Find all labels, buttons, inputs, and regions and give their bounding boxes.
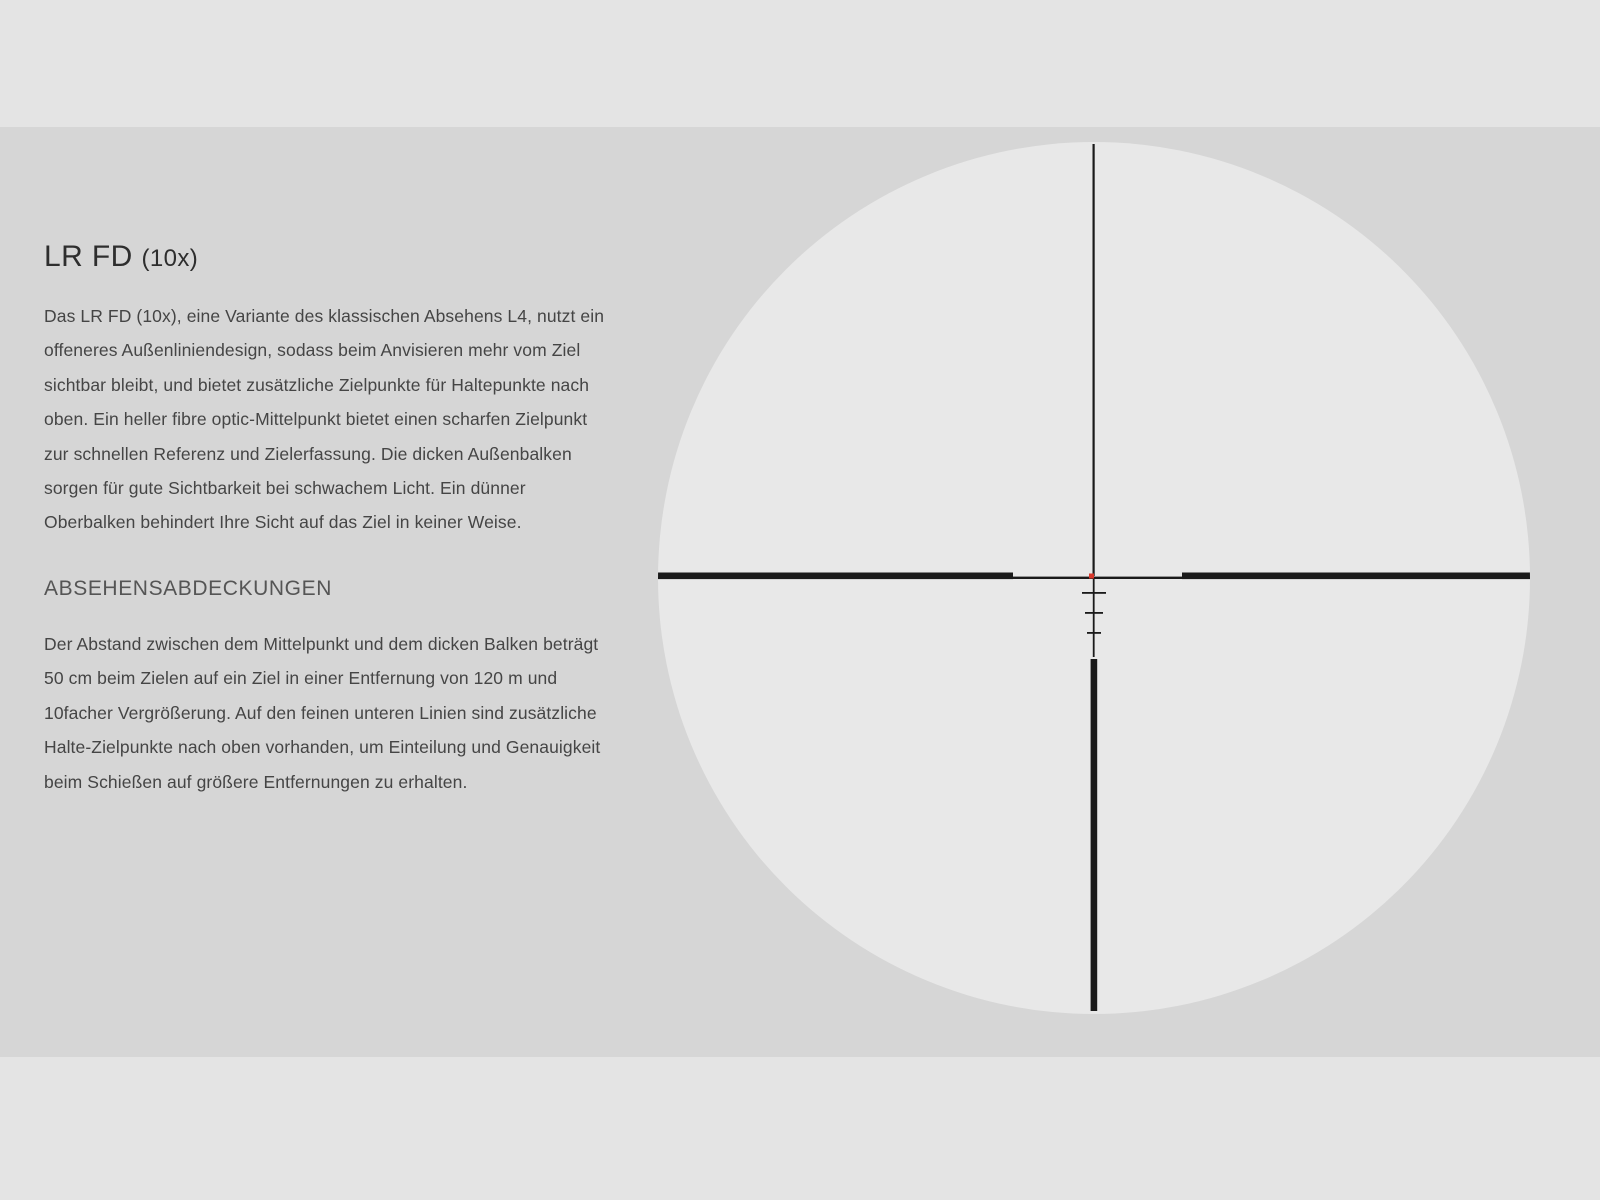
thin-left-stem [1010,577,1094,579]
hold-tick-1 [1082,592,1106,594]
thick-lower-vertical-bar [1091,659,1098,1011]
page-title-magnification: (10x) [141,245,199,272]
thick-left-outer-bar [658,573,1013,580]
page-title-text: LR FD [44,240,133,273]
reticle-illustration [658,142,1538,1014]
fibre-optic-center-dot [1089,574,1094,579]
top-band [0,0,1600,127]
bottom-band [0,1057,1600,1200]
text-column [44,240,614,799]
thin-upper-vertical-bar [1093,144,1095,576]
reticle-svg [658,142,1538,1014]
page-title [44,240,614,273]
description-paragraph: Das LR FD (10x), eine Variante des klassischen Absehens L4, nutzt ein offeneres Außenliniendesign, sodass beim Anvisieren mehr vom Ziel sichtbar bleibt, und bietet zusätzliche Zielpunkte für Haltepunkte nach oben. Ein heller fibre optic-Mittelpunkt bietet einen scharfen Zielpunkt zur schnellen Referenz und Zielerfassung. Die dicken Außenbalken sorgen für gute Sichtbarkeit bei schwachem Licht. Ein dünner Oberbalken behindert Ihre Sicht auf das Ziel in keiner Weise. [44,306,605,533]
thick-right-outer-bar [1182,573,1538,580]
fine-lower-vertical-line [1093,579,1095,657]
thin-right-stem [1094,577,1184,579]
hold-tick-2 [1085,612,1103,614]
hold-tick-3 [1087,632,1101,634]
section-subheading: ABSEHENSABDECKUNGEN [44,576,332,600]
coverage-paragraph: Der Abstand zwischen dem Mittelpunkt und dem dicken Balken beträgt 50 cm beim Zielen auf ein Ziel in einer Entfernung von 120 m und 10facher Vergrößerung. Auf den feinen unteren Linien sind zusätzliche Halte-Zielpunkte nach oben vorhanden, um Einteilung und Genauigkeit beim Schießen auf größere Entfernungen zu erhalten. [44,634,601,792]
